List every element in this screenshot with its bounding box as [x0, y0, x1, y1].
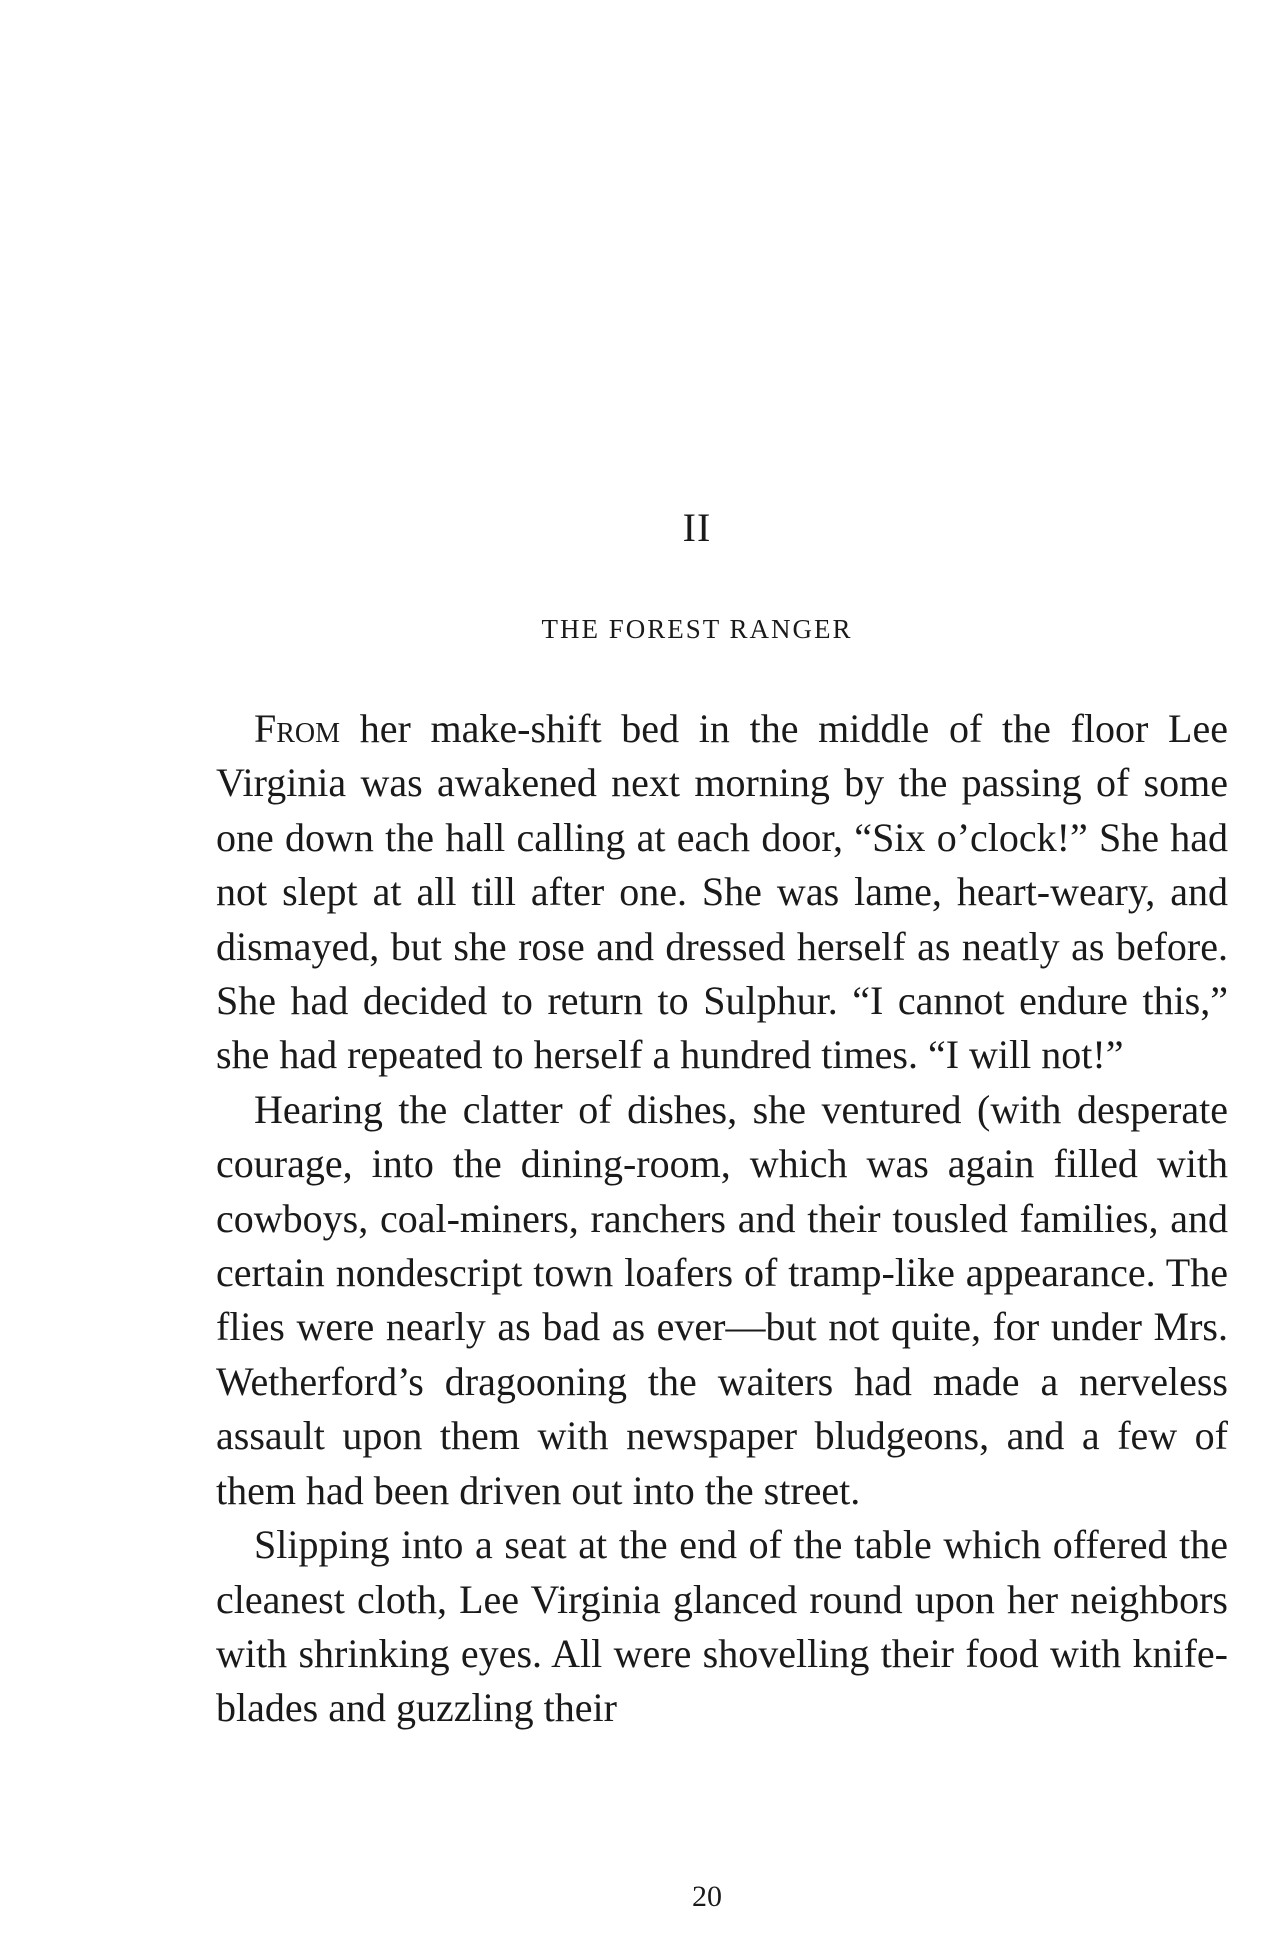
- paragraph-1-text: her make-shift bed in the middle of the floor Lee Virginia was awakened next morning by the passing of some one down the hall calling at each door, “Six o’clock!” She had not slept at all till after one. She was lame, heart-weary, and dismayed, but she rose and dressed herself as neatly as before. She had decided to return to Sulphur. “I cannot endure this,” she had repeated to herself a hundred times. “I will not!”: [216, 706, 1228, 1078]
- chapter-title: THE FOREST RANGER: [541, 614, 853, 644]
- page-number: 20: [692, 1880, 722, 1913]
- lead-word: From: [254, 706, 341, 751]
- paragraph-3: Slipping into a seat at the end of the table which offered the cleanest cloth, Lee Virginia glanced round upon her neighbors with shrinking eyes. All were shovelling their food with knife-blades and guzzling their: [216, 1522, 1228, 1731]
- chapter-number: II: [682, 505, 712, 550]
- body-text: [216, 702, 1228, 1736]
- paragraph-2: Hearing the clatter of dishes, she ventured (with desperate courage, into the dining-room, which was again filled with cowboys, coal-miners, ranchers and their tousled families, and certain nondescript town loafers of tramp-like appearance. The flies were nearly as bad as ever—but not quite, for under Mrs. Wetherford’s dragooning the waiters had made a nerveless assault upon them with newspaper bludgeons, and a few of them had been driven out into the street.: [216, 1086, 1228, 1513]
- paragraph-1: [216, 702, 1228, 1083]
